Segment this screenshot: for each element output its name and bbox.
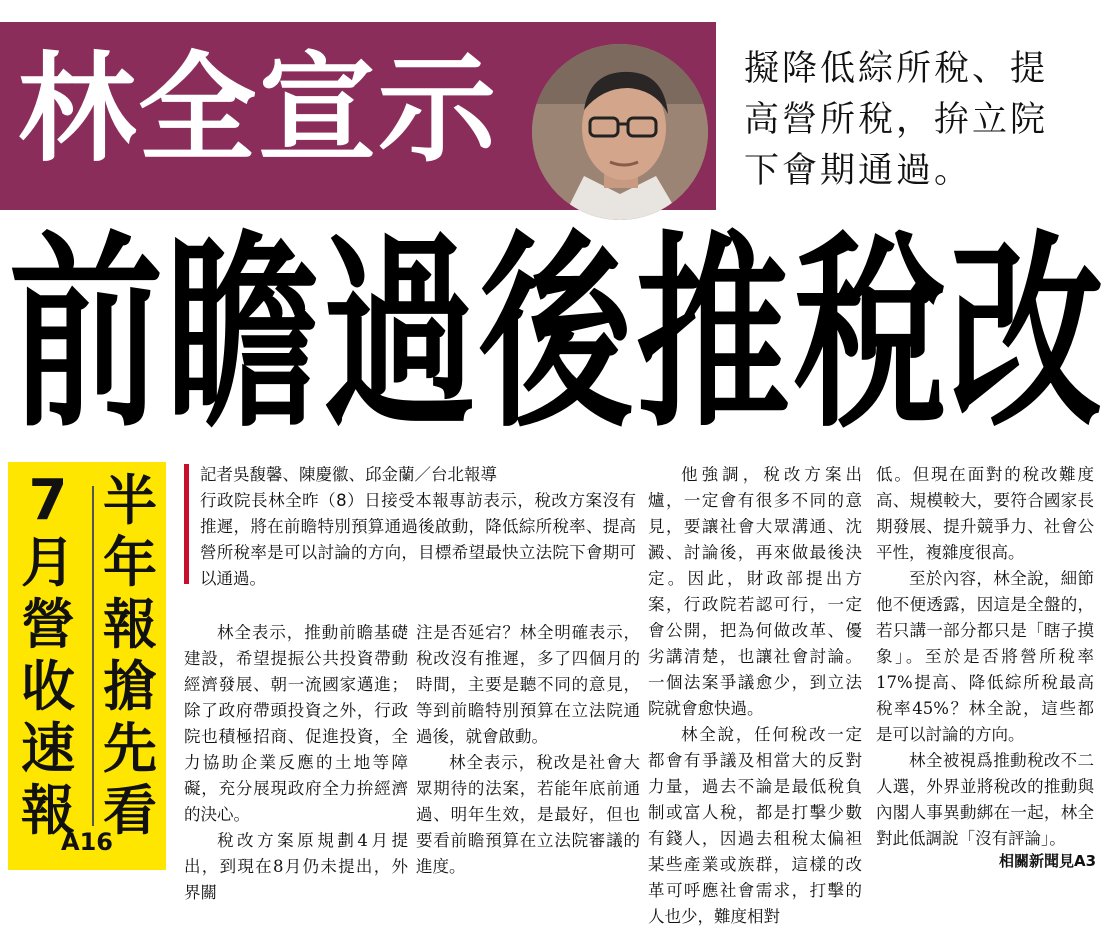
article-column-4 bbox=[876, 462, 1094, 852]
sidebar-line-half-year-report bbox=[100, 470, 160, 842]
headline-char: 前 bbox=[8, 214, 163, 457]
paragraph: 林全表示，稅改是社會大眾期待的法案，若能年底前通過、明年生效，是最好，但也要看前瞻預算在立法院審議的進度。 bbox=[416, 753, 640, 876]
promo-sidebar[interactable] bbox=[8, 462, 166, 870]
related-news-reference[interactable]: 相關新聞見A3 bbox=[998, 852, 1096, 870]
main-headline bbox=[8, 214, 1104, 457]
sidebar-page-reference: A16 bbox=[61, 828, 113, 856]
banner-title: 林全宣示 bbox=[18, 40, 499, 178]
sidebar-char: 報 bbox=[103, 593, 157, 656]
article-column-1 bbox=[184, 620, 408, 906]
sidebar-char: 搶 bbox=[103, 655, 157, 718]
sidebar-char: 收 bbox=[21, 655, 75, 718]
article-lede bbox=[184, 462, 636, 592]
byline: 記者吳馥馨、陳慶徽、邱金蘭／台北報導 bbox=[200, 465, 497, 484]
sidebar-char: 營 bbox=[21, 593, 75, 656]
sidebar-char: 先 bbox=[103, 717, 157, 780]
headline-char: 後 bbox=[478, 214, 633, 457]
sidebar-char: 速 bbox=[21, 717, 75, 780]
paragraph: 他強調，稅改方案出爐，一定會有很多不同的意見，要讓社會大眾溝通、沈澱、討論後，再來做最後決定。因此，財政部提出方案，行政院若認可行，一定會公開，把為何做改革、優劣講清楚，也讓社會討論。一個法案爭議愈少，到立法院就會愈快過。 bbox=[648, 465, 862, 718]
paragraph: 低。但現在面對的稅改難度高、規模較大，要符合國家長期發展、提升競爭力、社會公平性，複雜度很高。 bbox=[876, 465, 1094, 562]
headline-char: 瞻 bbox=[165, 214, 320, 457]
sidebar-char: 半 bbox=[103, 469, 157, 532]
sidebar-line-july-revenue bbox=[18, 470, 78, 842]
article-column-2 bbox=[416, 620, 640, 880]
paragraph: 至於內容，林全說，細節他不便透露，因這是全盤的，若只講一部分都只是「瞎子摸象」。至於是否將營所稅率17%提高、降低綜所稅最高稅率45%？林全說，這些都是可以討論的方向。 bbox=[876, 569, 1094, 744]
sidebar-char: 看 bbox=[103, 779, 157, 842]
sidebar-divider bbox=[92, 486, 94, 826]
sidebar-char: 月 bbox=[21, 531, 75, 594]
headline-char: 推 bbox=[635, 214, 790, 457]
paragraph: 林全表示，推動前瞻基礎建設，希望提振公共投資帶動經濟發展、朝一流國家邁進；除了政府帶頭投資之外，行政院也積極招商、促進投資，全力協助企業反應的土地等障礙，充分展現政府全力拚經濟的決心。 bbox=[184, 623, 408, 824]
banner-subheadline: 擬降低綜所稅、提高營所稅，拚立院下會期通過。 bbox=[744, 49, 1049, 191]
headline-char: 稅 bbox=[792, 214, 947, 457]
sidebar-char: 報 bbox=[21, 779, 75, 842]
lede-paragraph: 行政院長林全昨（8）日接受本報專訪表示，稅改方案沒有推遲，將在前瞻特別預算通過後啟動，降低綜所稅率、提高營所稅率是可以討論的方向，目標希望最快立法院下會期可以通過。 bbox=[200, 491, 636, 588]
paragraph: 注是否延宕？林全明確表示，稅改沒有推遲，多了四個月的時間，主要是聽不同的意見，等到前瞻特別預算在立法院通過後，就會啟動。 bbox=[416, 623, 640, 746]
headline-char: 過 bbox=[322, 214, 477, 457]
sidebar-char: 7 bbox=[28, 468, 68, 533]
article-column-3 bbox=[648, 462, 862, 930]
paragraph: 稅改方案原規劃4月提出，到現在8月仍未提出，外界關 bbox=[184, 831, 408, 902]
sidebar-char: 年 bbox=[103, 531, 157, 594]
paragraph: 林全說，任何稅改一定都會有爭議及相當大的反對力量，過去不論是最低稅負制或富人稅，都是打擊少數有錢人，因過去租稅太偏袒某些產業或族群，這樣的改革可呼應社會需求，打擊的人也少，難度相對 bbox=[648, 725, 862, 926]
headline-char: 改 bbox=[948, 214, 1103, 457]
paragraph: 林全被視爲推動稅改不二人選，外界並將稅改的推動與內閣人事異動綁在一起，林全對此低調說「沒有評論」。 bbox=[876, 751, 1094, 848]
